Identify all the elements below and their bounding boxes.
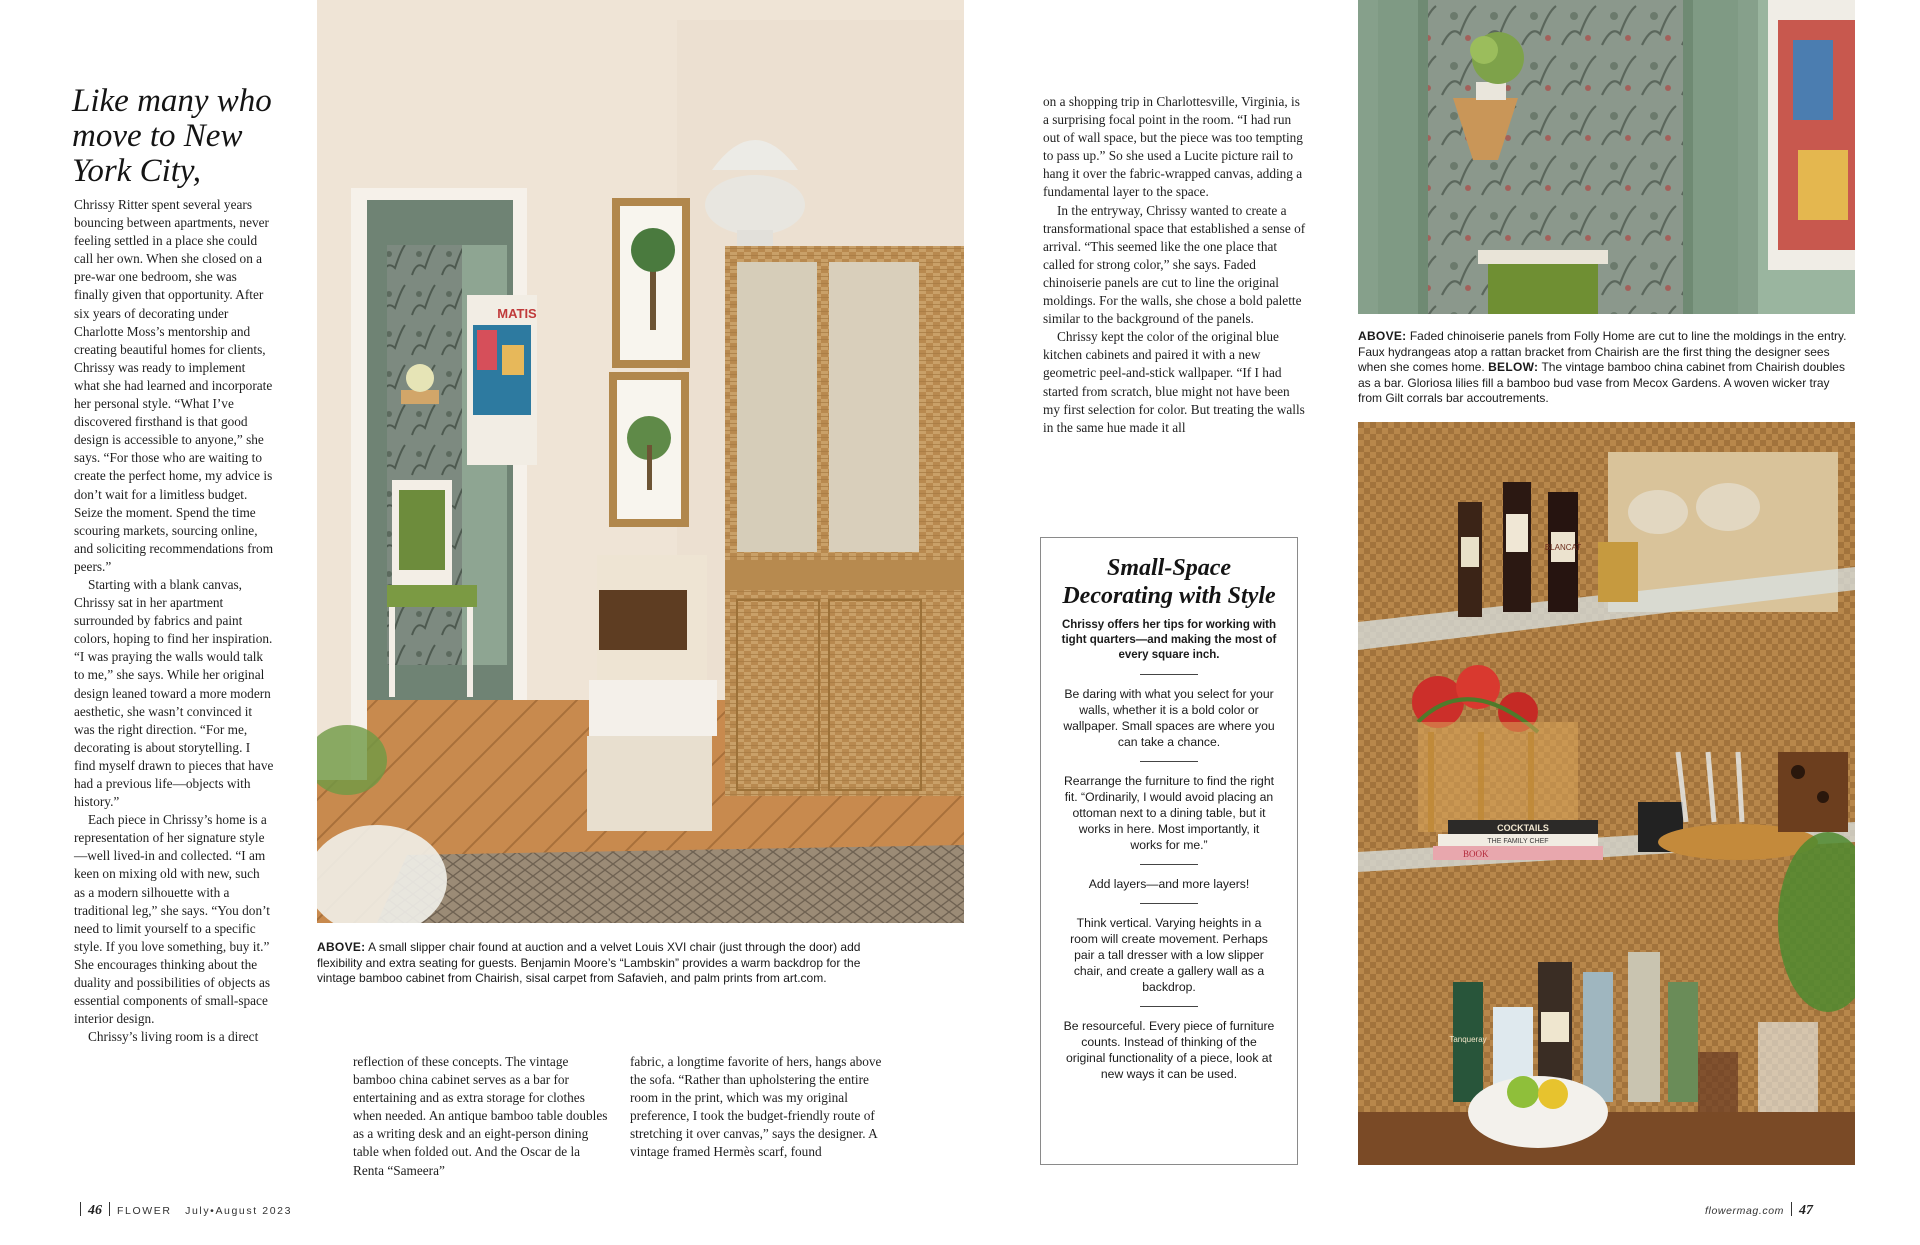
magazine-name: FLOWER — [117, 1205, 172, 1217]
tanqueray-label-text: Tanqueray — [1449, 1035, 1487, 1044]
tip-divider — [1140, 674, 1198, 675]
caption-label-below: BELOW: — [1488, 360, 1539, 374]
caption-text: A small slipper chair found at auction and a velvet Louis XVI chair (just through the door) add flexibility and extra seating for guests. Benjamin Moore’s “Lambskin” provides a warm backdrop for the vintage bamboo cabinet from Chairish, sisal carpet from Safavieh, and palm prints from art.com. — [317, 940, 861, 985]
folio-right — [1705, 1202, 1813, 1219]
folio-left — [73, 1202, 292, 1219]
book-cocktails-text: COCKTAILS — [1497, 823, 1549, 833]
tip-divider — [1140, 1006, 1198, 1007]
paragraph: Chrissy Ritter spent several years bouncing between apartments, never feeling settled in a place she could call her own. When she closed on a pre-war one bedroom, she was finally given that opportunity. After six years of decorating under Charlotte Moss’s mentorship and creating beautiful homes for clients, Chrissy was ready to implement what she had learned and incorporate her personal style. “What I’ve discovered firsthand is that good design is accessible to anyone,” she says. “For those who are waiting to create the perfect home, my advice is don’t wait for a limitless budget. Seize the moment. Spend the time scouring markets, sourcing online, and soliciting recommendations from peers.” — [74, 197, 274, 574]
tip-text: Be daring with what you select for your walls, whether it is a bold color or wallpaper. Small spaces are where you can take a chance. — [1063, 687, 1275, 749]
bottle-label-text: BLANCAT — [1544, 543, 1582, 552]
article-headline: Like many who move to New York City, — [72, 83, 272, 189]
bar-cabinet-photo — [1358, 422, 1855, 1165]
tip-text: Think vertical. Varying heights in a room will create movement. Perhaps pair a tall dresser with a low slipper chair, and create a gallery wall as a backdrop. — [1070, 916, 1268, 994]
entry-caption — [1358, 329, 1855, 407]
caption-text-below: The vintage bamboo china cabinet from Chairish doubles as a bar. Gloriosa lilies fill a bamboo bud vase from Mecox Gardens. A woven wicker tray from Gilt corrals bar accoutrements. — [1358, 360, 1845, 405]
tip-text: Add layers—and more layers! — [1088, 877, 1250, 891]
paragraph: fabric, a longtime favorite of hers, hangs above the sofa. “Rather than upholstering the entire room in the print, which was my original preference, I took the budget-friendly route of stretching it over canvas,” says the designer. A vintage framed Hermès scarf, found — [630, 1054, 882, 1160]
living-room-caption — [317, 940, 902, 987]
body-column-3 — [630, 1053, 885, 1162]
issue-date: July•August 2023 — [185, 1205, 293, 1217]
entry-photo — [1358, 0, 1855, 314]
book-pink-text: BOOK — [1463, 849, 1489, 859]
caption-text-above: Faded chinoiserie panels from Folly Home are cut to line the moldings in the entry. Faux hydrangeas atop a rattan bracket from Chairish are the first thing the designer sees when she comes home. — [1358, 329, 1847, 374]
paragraph: reflection of these concepts. The vintage bamboo china cabinet serves as a bar for entertaining and as extra storage for clothes when needed. An antique bamboo table doubles as a writing desk and an eight-person dining table when folded out. And the Oscar de la Renta “Sameera” — [353, 1054, 608, 1178]
sidebar-tips — [1041, 674, 1297, 1082]
tip-divider — [1140, 864, 1198, 865]
page-number: 46 — [88, 1203, 102, 1218]
paragraph: In the entryway, Chrissy wanted to create a transformational space that established a sense of arrival. “This seemed like the one place that called for strong color,” she says. Faded chinoiserie panels are cut to line the original moldings. For the walls, she chose a bold palette similar to the background of the panels. — [1043, 202, 1306, 327]
page-number: 47 — [1799, 1203, 1813, 1218]
living-room-photo — [317, 0, 964, 923]
paragraph: Each piece in Chrissy’s home is a representation of her signature style—well lived-in and collected. “I am keen on mixing old with new, such as a modern silhouette with a traditional leg,” she says. “You don’t need to limit yourself to a specific style. If you love something, buy it.” She encourages thinking about the duality and possibilities of objects as essential components of small-space interior design. — [74, 812, 271, 1027]
body-column-4 — [1043, 93, 1308, 437]
body-column-2 — [353, 1053, 608, 1180]
sidebar-subtitle: Chrissy offers her tips for working with tight quarters—and making the most of every square inch. — [1061, 619, 1277, 661]
body-column-1 — [74, 196, 274, 1046]
website: flowermag.com — [1705, 1205, 1784, 1217]
tip-text: Rearrange the furniture to find the right fit. “Ordinarily, I would avoid placing an ottoman next to a dining table, but it works in here. Most importantly, it works for me.” — [1063, 774, 1275, 852]
tips-sidebar — [1040, 537, 1298, 1165]
tip-text: Be resourceful. Every piece of furniture counts. Instead of thinking of the original functionality of a piece, look at new ways it can be used. — [1063, 1019, 1275, 1081]
caption-label-above: ABOVE: — [1358, 329, 1407, 343]
book-family-chef-text: THE FAMILY CHEF — [1487, 838, 1549, 845]
poster-text: MATIS — [497, 306, 537, 321]
paragraph: Chrissy kept the color of the original blue kitchen cabinets and paired it with a new geometric peel-and-stick wallpaper. “If I had started from scratch, blue might not have been my first selection for color. But treating the walls in the same hue made it all — [1043, 329, 1305, 435]
tip-divider — [1140, 903, 1198, 904]
sidebar-title: Small-Space Decorating with Style — [1062, 555, 1276, 609]
paragraph: Starting with a blank canvas, Chrissy sat in her apartment surrounded by fabrics and paint colors, hoping to find her inspiration. “I was praying the walls would talk to me,” she says. While her original design leaned toward a more modern aesthetic, she wasn’t convinced it was the right direction. “For me, decorating is about storytelling. I find myself drawn to pieces that have had a previous life—objects with history.” — [74, 576, 274, 810]
tip-divider — [1140, 761, 1198, 762]
paragraph: on a shopping trip in Charlottesville, Virginia, is a surprising focal point in the room. “I had run out of wall space, but the piece was too tempting to pass up.” So she used a Lucite picture rail to hang it over the fabric-wrapped canvas, adding a fundamental layer to the space. — [1043, 94, 1303, 200]
caption-label: ABOVE: — [317, 940, 366, 954]
paragraph: Chrissy’s living room is a direct — [88, 1029, 259, 1045]
